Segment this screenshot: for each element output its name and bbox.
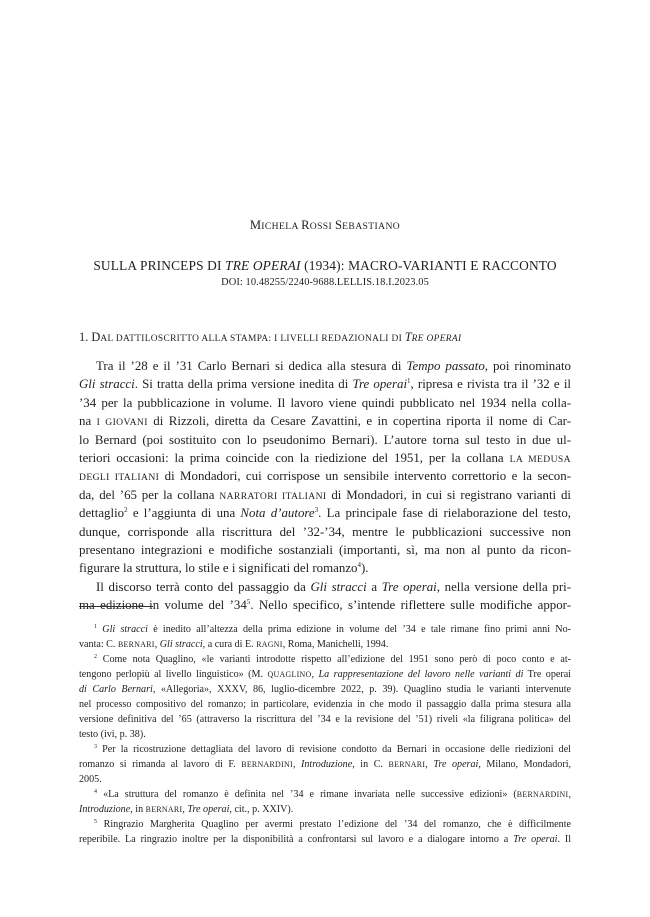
footnote-line: testo (ivi, p. 38). bbox=[79, 729, 146, 740]
footnote-line: $^5$ Ringrazio Margherita Quaglino per avermi prestato l’edizione del ’34 del romanzo, che è difficilmente bbox=[94, 819, 571, 830]
text-line: teriori occasioni: la prima coincide con la riedizione del 1951, per la collana LA MEDUSA bbox=[79, 450, 571, 465]
footnote-separator bbox=[79, 606, 153, 607]
text-line: dettaglio$^2$ e l’aggiunta di una Nota d’autore$^3$. La principale fase di rielaborazione del testo, bbox=[79, 506, 571, 521]
section-heading: 1. DAL DATTILOSCRITTO ALLA STAMPA: I LIVELLI REDAZIONALI DI TRE OPERAI bbox=[79, 330, 462, 344]
footnote-line: $^4$ «La struttura del romanzo è definita nel ’34 e rimane invariata nelle successive edizioni» (BERNARDINI, bbox=[94, 789, 571, 800]
footnote-line: nel processo compositivo del romanzo; in particolare, evidenzia in che modo il passaggio dalla prima stesura alla bbox=[79, 699, 571, 710]
footnote-ref: 5 bbox=[246, 598, 251, 607]
footnote-line: 2005. bbox=[79, 774, 102, 785]
footnote-ref: 1 bbox=[407, 377, 411, 386]
footnote-ref: 4 bbox=[357, 561, 361, 570]
footnote-ref: 3 bbox=[314, 506, 319, 515]
footnote-line: versione definitiva del ’65 (attraverso la riscrittura del ’34 e la revisione del ’51) riveli «la filigrana politica» del bbox=[79, 714, 571, 725]
text-line: na I GIOVANI di Rizzoli, diretta da Cesare Zavattini, e in copertina riporta il nome di Car- bbox=[79, 414, 571, 429]
text-line: da, del ’65 per la collana NARRATORI ITALIANI di Mondadori, in cui si registrano varianti di bbox=[79, 487, 571, 502]
footnote-line: di Carlo Bernari, «Allegoria», XXXV, 86, luglio-dicembre 2022, p. 39). Quaglino studia le varianti intervenute bbox=[79, 684, 571, 695]
text-line: lo Bernard (poi sostituito con lo pseudonimo Bernari). L’autore torna sul testo in due ul- bbox=[79, 432, 571, 447]
footnote-line: romanzo si rimanda al lavoro di F. BERNARDINI, Introduzione, in C. BERNARI, Tre operai, Milano, Mondadori, bbox=[79, 759, 571, 770]
footnote-line: $^3$ Per la ricostruzione dettagliata del lavoro di revisione condotto da Bernari in occasione delle riedizioni del bbox=[94, 744, 571, 755]
text-line: dunque, corrisponde alla riscrittura del ’32-’34, mentre le pubblicazioni successive non bbox=[79, 524, 571, 539]
body-text bbox=[79, 357, 571, 614]
footnote-line: vanta: C. BERNARI, Gli stracci, a cura di E. RAGNI, Roma, Manichelli, 1994. bbox=[79, 639, 389, 650]
text-line: Il discorso terrà conto del passaggio da Gli stracci a Tre operai, nella versione della pri- bbox=[96, 579, 571, 594]
footnote-ref: 2 bbox=[124, 506, 128, 515]
footnote-line: $^1$ Gli stracci è inedito all’altezza della prima edizione in volume del ’34 e tale rimane fino primi anni No- bbox=[94, 624, 571, 635]
author-name: MICHELA ROSSI SEBASTIANO bbox=[249, 218, 401, 232]
article-doi: DOI: 10.48255/2240-9688.LELLIS.18.I.2023.05 bbox=[221, 277, 429, 288]
article-title: SULLA PRINCEPS DI TRE OPERAI (1934): MACRO-VARIANTI E RACCONTO bbox=[93, 258, 557, 273]
footnote-line: tengono perlopiù al livello linguistico» (M. QUAGLINO, La rappresentazione del lavoro nelle varianti di Tre operai bbox=[79, 669, 571, 680]
text-line: DEGLI ITALIANI di Mondadori, cui corrispose un sensibile intervento correttorio e la secon- bbox=[79, 469, 571, 484]
footnote-line: Introduzione, in BERNARI, Tre operai, cit., p. XXIV). bbox=[79, 804, 294, 815]
text-line: figurare la struttura, lo stile e i significati del romanzo$^4$). bbox=[79, 561, 369, 576]
footnote-line: reperibile. La ringrazio inoltre per la disponibilità a confrontarsi sul lavoro e a dialogare intorno a Tre operai. Il bbox=[79, 834, 571, 845]
text-line: ma edizione in volume del $’34^5$. Nello specifico, s’intende riflettere sulle modifiche appor- bbox=[79, 598, 571, 613]
text-line: ’34 per la pubblicazione in volume. Il lavoro viene quindi pubblicato nel 1934 nella colla- bbox=[79, 395, 571, 410]
footnotes bbox=[79, 622, 571, 847]
text-line: presentano integrazioni e modifiche sostanziali (importanti, sì, ma non al punto da ricon- bbox=[79, 542, 571, 557]
text-line: Gli stracci. Si tratta della prima versione inedita di Tre operai$^1$, ripresa e rivista tra il ’32 e il bbox=[79, 377, 571, 392]
footnote-line: $^2$ Come nota Quaglino, «le varianti introdotte rispetto all’edizione del 1951 sono però di poco conto e at- bbox=[94, 654, 571, 665]
text-line: Tra il ’28 e il ’31 Carlo Bernari si dedica alla stesura di Tempo passato, poi rinominato bbox=[96, 359, 571, 373]
